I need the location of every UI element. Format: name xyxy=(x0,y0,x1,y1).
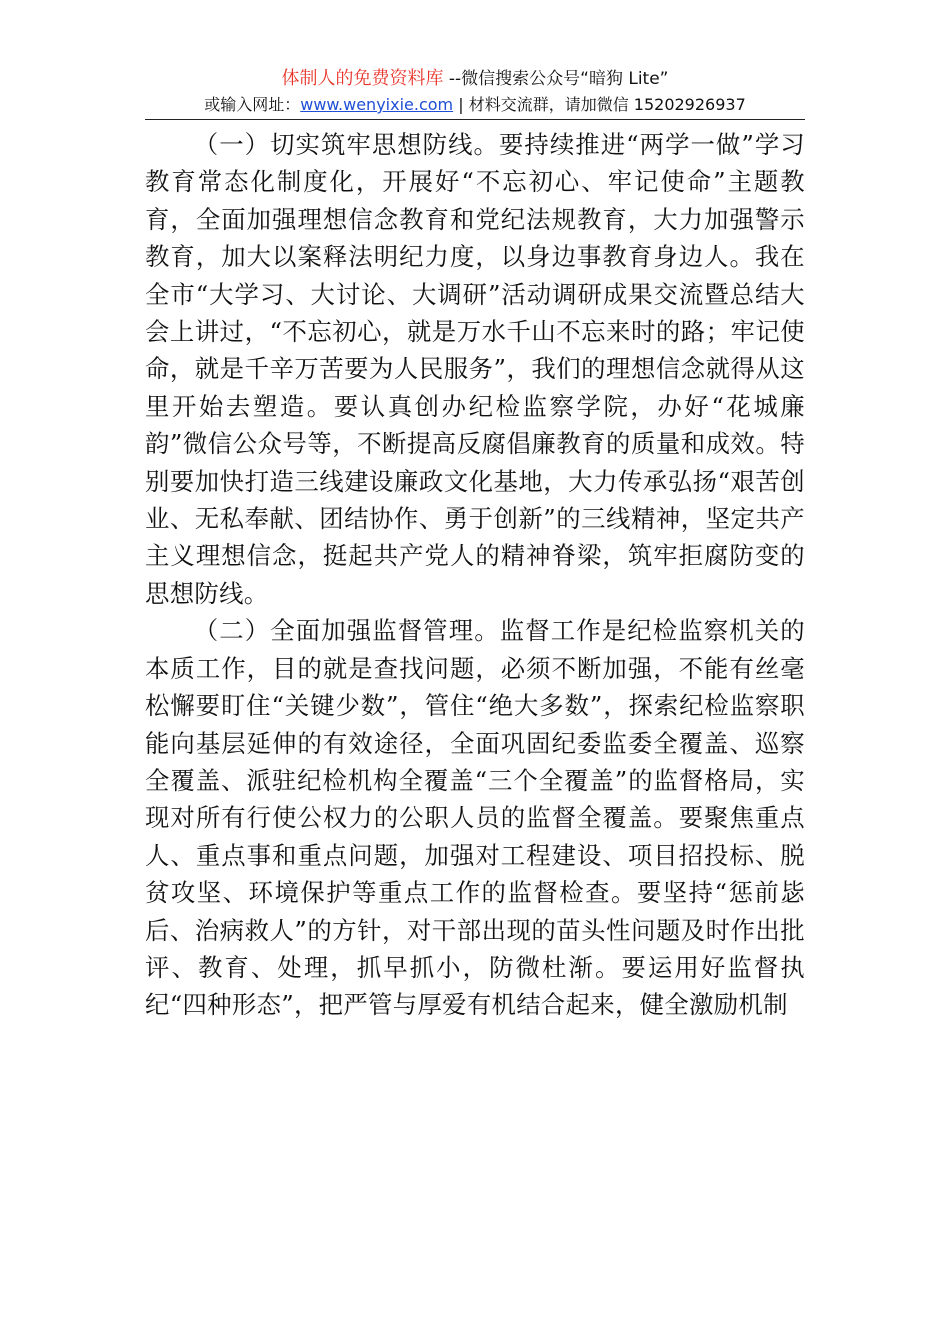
contact-note: | 材料交流群，请加微信 15202926937 xyxy=(453,95,746,114)
header-line-1 xyxy=(0,66,950,92)
document-body xyxy=(145,126,805,1024)
url-prefix-label: 或输入网址： xyxy=(204,95,301,114)
header-divider xyxy=(145,119,805,120)
header-line-2 xyxy=(0,92,950,118)
website-link[interactable]: www.wenyixie.com xyxy=(300,95,454,114)
paragraph-supervision-management: （二）全面加强监督管理。监督工作是纪检监察机关的本质工作，目的就是查找问题，必须不断加强，不能有丝毫松懈要盯住“关键少数”，管住“绝大多数”，探索纪检监察职能向基层延伸的有效途径，全面巩固纪委监委全覆盖、巡察全覆盖、派驻纪检机构全覆盖“三个全覆盖”的监督格局，实现对所有行使公权力的公职人员的监督全覆盖。要聚焦重点人、重点事和重点问题，加强对工程建设、项目招投标、脱贫攻坚、环境保护等重点工作的监督检查。要坚持“惩前毖后、治病救人”的方针，对干部出现的苗头性问题及时作出批评、教育、处理，抓早抓小，防微杜渐。要运用好监督执纪“四种形态”，把严管与厚爱有机结合起来，健全激励机制 xyxy=(145,616,805,1020)
wechat-search-note: --微信搜索公众号“暗狗 Lite” xyxy=(443,69,669,89)
page-header xyxy=(0,66,950,118)
paragraph-ideological-defense: （一）切实筑牢思想防线。要持续推进“两学一做”学习教育常态化制度化，开展好“不忘初心、牢记使命”主题教育，全面加强理想信念教育和党纪法规教育，大力加强警示教育，加大以案释法明纪力度，以身边事教育身边人。我在全市“大学习、大讨论、大调研”活动调研成果交流暨总结大会上讲过，“不忘初心，就是万水千山不忘来时的路；牢记使命，就是千辛万苦要为人民服务”，我们的理想信念就得从这里开始去塑造。要认真创办纪检监察学院，办好“花城廉韵”微信公众号等，不断提高反腐倡廉教育的质量和成效。特别要加快打造三线建设廉政文化基地，大力传承弘扬“艰苦创业、无私奉献、团结协作、勇于创新”的三线精神，坚定共产主义理想信念，挺起共产党人的精神脊梁，筑牢拒腐防变的思想防线。 xyxy=(145,130,805,608)
brand-title: 体制人的免费资料库 xyxy=(281,68,444,89)
